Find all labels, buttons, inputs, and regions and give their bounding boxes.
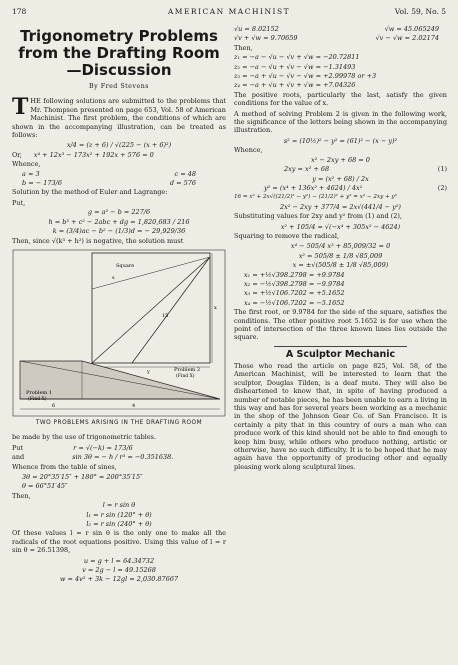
- g-equation: g = a² − b = 227/6: [87, 208, 151, 217]
- after-figure-line: be made by the use of trigonometric tables.: [12, 433, 157, 442]
- label-4: 4: [132, 402, 136, 409]
- label-problem1: Problem 1: [26, 389, 53, 396]
- figure-diagram: [12, 249, 226, 417]
- eq-e2-line: 2xy = x² + 68 (1): [284, 165, 447, 174]
- l3-equation: l₂ = r sin (240° + θ): [86, 519, 152, 528]
- coefficients-ac: a = 3 c = 48: [22, 169, 196, 178]
- label-problem2-find: (Find X): [176, 373, 195, 379]
- eq-e10: x = ±√(505/8 ± 1/8 √85,009): [292, 261, 389, 270]
- x3-equation: x₃ = +½√106.7202 = +5.1652: [244, 289, 345, 298]
- theta-equation: θ = 66°51′45″: [22, 482, 68, 491]
- problem-figure: [12, 249, 226, 417]
- eq-e7: x² + 105/4 = √(−x⁴ + 305x² − 4624): [280, 222, 401, 231]
- then-label: Then,: [12, 491, 31, 500]
- v-equation: v = 2g − l = 49.15268: [82, 566, 156, 574]
- x4-equation: x₄ = −½√106.7202 = −5.1652: [244, 298, 345, 307]
- figure-caption: TWO PROBLEMS ARISING IN THE DRAFTING ROOM: [35, 419, 203, 426]
- label-s: s: [112, 274, 115, 281]
- section-title-sculptor: A Sculptor Mechanic: [285, 348, 396, 360]
- k-equation: k = (3/4)ac − b² − (1/3)d = − 29,929/36: [52, 227, 186, 236]
- then-line: Then, since √(k³ + h²) is negative, the solution must: [12, 236, 184, 245]
- whence-label: Whence,: [12, 160, 41, 169]
- eq-e5: 16 = x² + 2x√((21/2)² − y²) − (21/2)² + y² = x² − 2xy + y²: [234, 194, 397, 201]
- euler-line: Solution by the method of Euler and Lagrange:: [12, 188, 168, 197]
- l2-equation: l₁ = r sin (120° + θ): [86, 510, 152, 519]
- left-column: [12, 24, 226, 585]
- squaring-line: Squaring to remove the radical,: [234, 231, 340, 240]
- sin-equation: sin 3θ = − h / r³ = −0.351638.: [72, 453, 174, 462]
- values-paragraph: Of these values l = r sin θ is the only one to make all the radicals of the root equations positive. Using this value of l = r sin θ = 26.51398,: [12, 529, 226, 555]
- eq-e4-line: y² = (x⁴ + 136x² + 4624) / 4x² (2): [264, 183, 447, 192]
- whence-table: Whence from the table of sines,: [12, 462, 117, 471]
- eq-e6: 2x² − 2xy + 377/4 = 2x√(441/4 − y²): [280, 202, 401, 211]
- first-root-paragraph: The first root, or 9.9784 for the side of the square, satisfies the conditions. The other positive root 5.1652 is for use when the point of intersection of the three known lines lies outside the square.: [234, 308, 447, 342]
- sqrt-line-1: √u = 8.02152 √w = 45.065249: [234, 25, 439, 33]
- r-line: Put r = √(−k) = 173/6: [12, 443, 133, 452]
- label-problem1-find: (Find X): [28, 396, 47, 402]
- z3-equation: z₃ = −a + √u − √v − √w = +2.99978 or +3: [234, 72, 377, 81]
- right-column: [234, 24, 447, 473]
- z1-equation: z₁ = −a − √u − √v + √w = −20.72811: [234, 53, 360, 62]
- z2-equation: z₂ = −a − √u + √v − √w = −1.31493: [234, 62, 356, 71]
- problem2-paragraph: A method of solving Problem 2 is given in the following work, the significance of the letters being shown in the accompanying illustration.: [234, 109, 447, 135]
- eq-e3: y = (x² + 68) / 2x: [312, 174, 369, 183]
- eq-e9: x² = 505/8 ± 1/8 √85,009: [298, 251, 383, 260]
- sin-line: and sin 3θ = − h / r³ = −0.351638.: [12, 453, 174, 462]
- h-equation: h = b³ + c² − 2abc + dg = 1,820,683 / 216: [48, 217, 190, 226]
- x2-equation: x₂ = −½√398.2798 = −9.9784: [244, 279, 345, 288]
- label-6: 6: [52, 402, 56, 409]
- journal-title: AMERICAN MACHINIST: [167, 7, 291, 16]
- coefficients-bd: b = − 173/6 d = 576: [22, 179, 196, 188]
- z4-equation: z₄ = −a + √u + √v + √w = +7.04326: [234, 81, 356, 90]
- w-equation: w = 4v² + 3k − 12gl = 2,030.87667: [59, 575, 179, 584]
- label-square: Square: [116, 262, 135, 269]
- section-divider: [274, 346, 407, 347]
- equation-2-line: Or, x⁴ + 12x³ − 173x² + 192x + 576 = 0: [12, 150, 154, 159]
- u-equation: u = g + l = 64.34732: [83, 556, 155, 565]
- eq-e1: x² − 2xy + 68 = 0: [311, 155, 370, 164]
- drop-cap: T: [12, 94, 29, 121]
- x1-equation: x₁ = +½√398.2798 = +9.9784: [244, 270, 345, 279]
- intro-paragraph: THE following solutions are submitted to the problems that Mr. Thompson presented on page 653, Vol. 58 of American Machinist. The first problem, the conditions of which are shown in the accompanying illustration, can be treated as follows:: [12, 94, 226, 140]
- article-byline: By Fred Stevens: [89, 83, 149, 90]
- sculptor-paragraph: Those who read the article on page 825, Vol. 58, of the American Machinist, will be interested to learn that the sculptor, Douglas Tilden, is a deaf mute. They will also be disheartened to know that, in spite of having produced a number of notable pieces, he has been unable to earn a living in this way and has for several years been working as a mechanic in the shop of the Johnson Gear Co. of San Francisco. It is certainly a pity that in this country of ours a man who can produce work of this kind should not be able to find enough to keep him busy, while others who produce nothing, artistic or otherwise, have no such difficulty. It is to be hoped that he may again have the opportunity of producing other and equally pleasing work along sculptural lines.: [234, 362, 447, 471]
- sqrt-line-2: √v + √w = 9.70659 √v − √w = 2.02174: [234, 34, 439, 43]
- label-15: 15: [162, 312, 169, 319]
- substitute-paragraph: Substituting values for 2xy and y² from (1) and (2),: [234, 212, 402, 221]
- equation-2: x⁴ + 12x³ − 173x² + 192x + 576 = 0: [33, 150, 154, 159]
- label-problem2: Problem 2: [174, 366, 201, 373]
- l1-equation: l = r sin θ: [102, 501, 136, 510]
- put-label: Put,: [12, 198, 26, 207]
- running-header: [12, 7, 446, 19]
- page-number: 178: [12, 7, 27, 16]
- r-equation: r = √(−k) = 173/6: [73, 443, 133, 452]
- s-equation: s² = (10½)² − y² = (61)² − (x − y)²: [283, 136, 398, 145]
- volume-info: Vol. 59, No. 5: [394, 7, 446, 16]
- theta3-equation: 3θ = 20°35′15″ + 180° = 200°35′15″: [22, 472, 143, 481]
- then-label-right: Then,: [234, 43, 253, 52]
- label-x-right: x: [214, 304, 217, 311]
- whence-label-right: Whence,: [234, 146, 263, 155]
- label-y: y: [147, 368, 150, 375]
- roots-paragraph: The positive roots, particularly the last, satisfy the given conditions for the value of x.: [234, 90, 447, 108]
- equation-1: x/4 = (z + 6) / √(225 − (x + 6)²): [66, 141, 172, 150]
- eq-e8: x⁴ − 505/4 x² + 85,009/32 = 0: [290, 242, 391, 251]
- article-title: Trigonometry Problems from the Drafting Room—Discussion: [18, 27, 220, 79]
